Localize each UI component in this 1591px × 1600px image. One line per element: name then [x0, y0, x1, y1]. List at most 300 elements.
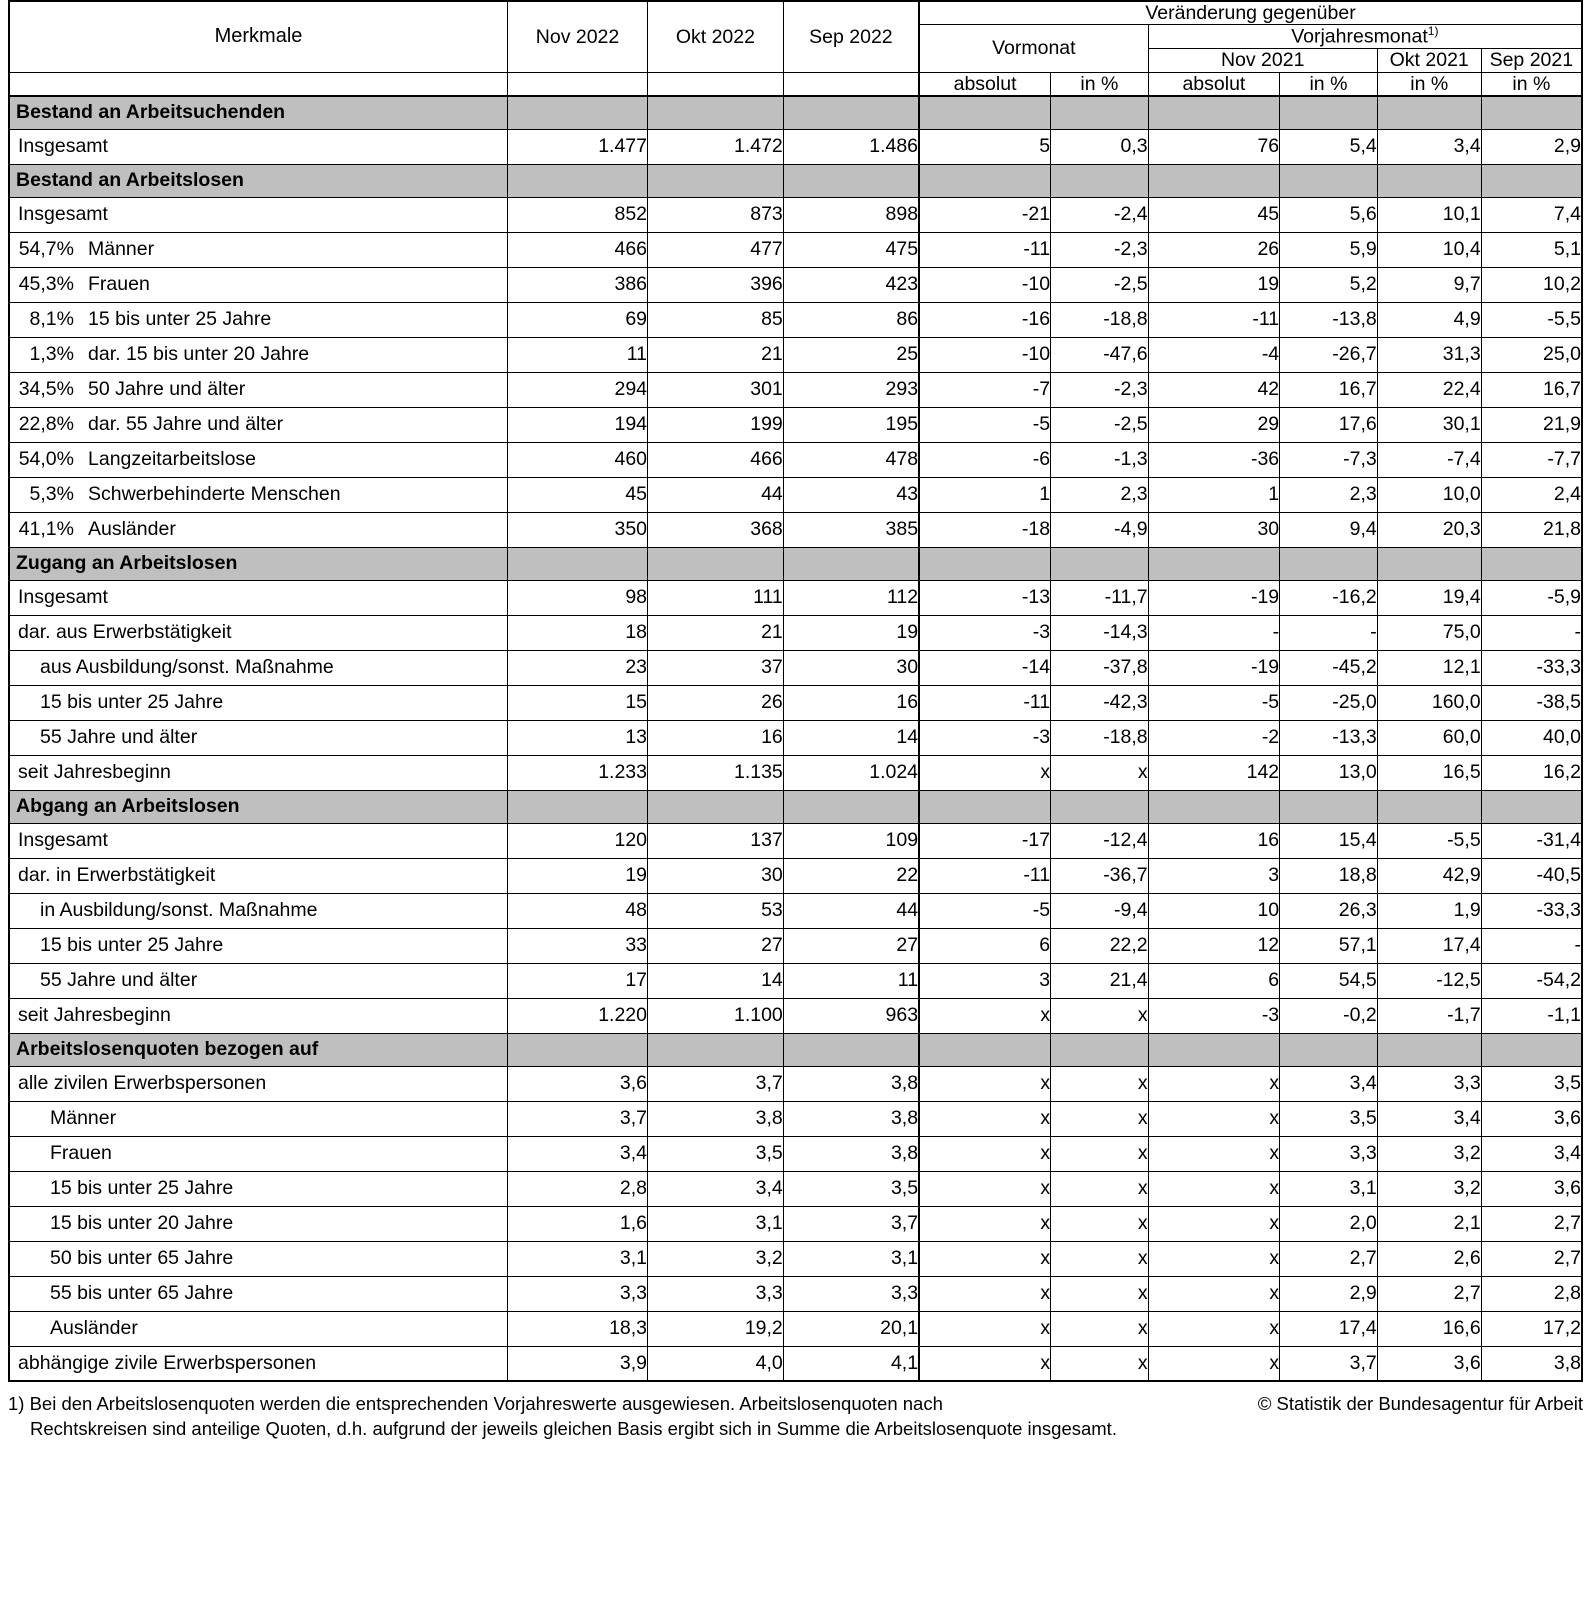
table-cell-value: 44 [783, 893, 919, 928]
table-cell-value: 16 [783, 685, 919, 720]
table-cell-value: 27 [783, 928, 919, 963]
table-cell-value: 2,0 [1280, 1206, 1378, 1241]
table-cell-value: 30 [783, 650, 919, 685]
table-cell-value: 45 [508, 477, 648, 512]
footnote-line-2: Rechtskreisen sind anteilige Quoten, d.h. aufgrund der jeweils gleichen Basis ergibt sich in Summe die Arbeitslosenquote insgesamt. [30, 1418, 1117, 1440]
table-cell-value: 5,1 [1481, 232, 1582, 267]
table-cell-value: -5 [919, 407, 1051, 442]
table-cell-value: 48 [508, 893, 648, 928]
table-cell-value: - [1481, 615, 1582, 650]
header-prev-year-col-1: Nov 2021 [1148, 49, 1377, 72]
table-cell-value: x [919, 1171, 1051, 1206]
table-cell-value: 5,2 [1280, 267, 1378, 302]
table-cell-value: 43 [783, 477, 919, 512]
section-blank-9 [1481, 1033, 1582, 1066]
table-cell-value: 466 [508, 232, 648, 267]
table-row [9, 129, 1582, 164]
header-unit-spacer [9, 72, 508, 96]
table-cell-value: 3,7 [1280, 1346, 1378, 1381]
table-cell-value: 477 [648, 232, 784, 267]
section-blank-3 [783, 1033, 919, 1066]
table-cell-value: x [1051, 998, 1149, 1033]
table-cell-value: 10 [1148, 893, 1280, 928]
footnote-line-1: 1) Bei den Arbeitslosenquoten werden die entsprechenden Vorjahreswerte ausgewiesen. Arbeitslosenquoten nach [8, 1393, 943, 1415]
table-cell-value: -31,4 [1481, 823, 1582, 858]
table-cell-value: -11 [919, 858, 1051, 893]
table-cell-value: 3 [919, 963, 1051, 998]
table-row [9, 928, 1582, 963]
table-cell-value: 18 [508, 615, 648, 650]
table-cell-value: x [919, 998, 1051, 1033]
table-cell-value: 160,0 [1377, 685, 1481, 720]
table-cell-value: 45 [1148, 197, 1280, 232]
table-cell-value: -18,8 [1051, 720, 1149, 755]
table-cell-value: 294 [508, 372, 648, 407]
table-cell-value: 3,3 [783, 1276, 919, 1311]
row-label-text: 55 bis unter 65 Jahre [50, 1282, 234, 1305]
table-cell-value: -11 [919, 232, 1051, 267]
table-cell-value: 852 [508, 197, 648, 232]
table-cell-value: -33,3 [1481, 893, 1582, 928]
table-cell-value: 3,2 [1377, 1171, 1481, 1206]
table-cell-value: -14,3 [1051, 615, 1149, 650]
table-cell-value: 25,0 [1481, 337, 1582, 372]
row-label-text: Langzeitarbeitslose [88, 448, 257, 471]
table-cell-value: 19,2 [648, 1311, 784, 1346]
table-row [9, 1311, 1582, 1346]
table-cell-value: -10 [919, 267, 1051, 302]
table-cell-value: 22,2 [1051, 928, 1149, 963]
table-cell-value: 25 [783, 337, 919, 372]
section-blank-4 [919, 1033, 1051, 1066]
section-blank-8 [1377, 1033, 1481, 1066]
row-label-text: abhängige zivile Erwerbspersonen [18, 1351, 317, 1374]
table-cell-value: -19 [1148, 580, 1280, 615]
table-cell-value: 3,7 [648, 1066, 784, 1101]
table-row-label [9, 650, 508, 685]
table-cell-value: 16,2 [1481, 755, 1582, 790]
table-cell-value: 5,4 [1280, 129, 1378, 164]
table-cell-value: 3,1 [508, 1241, 648, 1276]
table-cell-value: 6 [919, 928, 1051, 963]
table-cell-value: -6 [919, 442, 1051, 477]
table-cell-value: 17,6 [1280, 407, 1378, 442]
table-row [9, 267, 1582, 302]
table-cell-value: 9,7 [1377, 267, 1481, 302]
table-cell-value: 37 [648, 650, 784, 685]
table-row-label [9, 998, 508, 1033]
header-unit-absolut-1: absolut [919, 72, 1051, 96]
header-unit-percent-1: in % [1051, 72, 1149, 96]
table-row-label [9, 1276, 508, 1311]
table-cell-value: 16 [648, 720, 784, 755]
row-label-text: Frauen [50, 1142, 112, 1165]
table-row [9, 302, 1582, 337]
table-row [9, 1136, 1582, 1171]
table-cell-value: 21,9 [1481, 407, 1582, 442]
section-blank-1 [508, 96, 648, 129]
table-cell-value: 3,6 [1481, 1101, 1582, 1136]
table-cell-value: 2,8 [1481, 1276, 1582, 1311]
table-cell-value: 3,1 [1280, 1171, 1378, 1206]
section-title: Bestand an Arbeitslosen [9, 164, 508, 197]
table-cell-value: -16,2 [1280, 580, 1378, 615]
table-row [9, 615, 1582, 650]
row-share-percent: 34,5% [18, 378, 74, 401]
row-label-text: Frauen [88, 273, 150, 296]
table-cell-value: 19 [1148, 267, 1280, 302]
table-cell-value: 10,0 [1377, 477, 1481, 512]
table-cell-value: x [1051, 755, 1149, 790]
table-cell-value: 2,7 [1280, 1241, 1378, 1276]
section-header-row [9, 547, 1582, 580]
table-row [9, 232, 1582, 267]
section-blank-8 [1377, 547, 1481, 580]
table-cell-value: - [1481, 928, 1582, 963]
table-cell-value: -5,9 [1481, 580, 1582, 615]
table-cell-value: -2,5 [1051, 267, 1149, 302]
table-cell-value: 17 [508, 963, 648, 998]
table-cell-value: 466 [648, 442, 784, 477]
table-row [9, 1276, 1582, 1311]
section-blank-1 [508, 164, 648, 197]
table-cell-value: 3,8 [1481, 1346, 1582, 1381]
table-cell-value: -40,5 [1481, 858, 1582, 893]
table-cell-value: 368 [648, 512, 784, 547]
section-blank-2 [648, 164, 784, 197]
table-cell-value: 98 [508, 580, 648, 615]
table-cell-value: -37,8 [1051, 650, 1149, 685]
row-share-percent: 5,3% [29, 483, 74, 506]
section-blank-2 [648, 790, 784, 823]
table-cell-value: 3,7 [783, 1206, 919, 1241]
table-cell-value: 40,0 [1481, 720, 1582, 755]
header-month-1: Nov 2022 [508, 1, 648, 72]
section-blank-7 [1280, 790, 1378, 823]
table-row-label [9, 858, 508, 893]
table-cell-value: 9,4 [1280, 512, 1378, 547]
table-cell-value: 3,1 [783, 1241, 919, 1276]
table-cell-value: 1.220 [508, 998, 648, 1033]
section-blank-6 [1148, 164, 1280, 197]
table-row-label [9, 893, 508, 928]
table-cell-value: 22 [783, 858, 919, 893]
row-label-text: 15 bis unter 25 Jahre [88, 308, 272, 331]
table-cell-value: 17,2 [1481, 1311, 1582, 1346]
section-blank-2 [648, 96, 784, 129]
table-cell-value: 16 [1148, 823, 1280, 858]
table-row-label [9, 685, 508, 720]
table-cell-value: -3 [919, 720, 1051, 755]
table-footer [8, 1392, 1583, 1442]
table-cell-value: 111 [648, 580, 784, 615]
table-cell-value: x [919, 1241, 1051, 1276]
table-row [9, 1346, 1582, 1381]
table-cell-value: x [919, 1101, 1051, 1136]
table-row-label [9, 442, 508, 477]
table-row-label [9, 302, 508, 337]
table-cell-value: x [1051, 1171, 1149, 1206]
table-cell-value: 199 [648, 407, 784, 442]
table-cell-value: 2,9 [1280, 1276, 1378, 1311]
table-cell-value: 2,8 [508, 1171, 648, 1206]
table-row-label [9, 1311, 508, 1346]
section-blank-8 [1377, 164, 1481, 197]
row-label-text: dar. 55 Jahre und älter [88, 413, 284, 436]
row-share-percent: 41,1% [18, 518, 74, 541]
table-cell-value: 75,0 [1377, 615, 1481, 650]
table-cell-value: -10 [919, 337, 1051, 372]
table-cell-value: -25,0 [1280, 685, 1378, 720]
table-cell-value: 20,1 [783, 1311, 919, 1346]
table-cell-value: 11 [783, 963, 919, 998]
table-cell-value: 17,4 [1377, 928, 1481, 963]
table-cell-value: 44 [648, 477, 784, 512]
table-cell-value: -4 [1148, 337, 1280, 372]
row-label-text: seit Jahresbeginn [18, 761, 171, 784]
table-row-label [9, 963, 508, 998]
table-cell-value: -1,1 [1481, 998, 1582, 1033]
table-cell-value: -5,5 [1377, 823, 1481, 858]
table-cell-value: 142 [1148, 755, 1280, 790]
table-cell-value: 42,9 [1377, 858, 1481, 893]
table-cell-value: 11 [508, 337, 648, 372]
table-row [9, 197, 1582, 232]
table-row [9, 963, 1582, 998]
table-cell-value: -3 [919, 615, 1051, 650]
row-label-text: 55 Jahre und älter [40, 969, 198, 992]
table-cell-value: 3,1 [648, 1206, 784, 1241]
table-cell-value: 460 [508, 442, 648, 477]
table-cell-value: -11 [919, 685, 1051, 720]
table-cell-value: 30 [648, 858, 784, 893]
table-cell-value: x [1051, 1276, 1149, 1311]
table-cell-value: 3,2 [648, 1241, 784, 1276]
table-cell-value: 293 [783, 372, 919, 407]
table-cell-value: 4,1 [783, 1346, 919, 1381]
section-blank-9 [1481, 790, 1582, 823]
table-cell-value: 13 [508, 720, 648, 755]
header-unit-percent-2: in % [1280, 72, 1378, 96]
section-blank-2 [648, 1033, 784, 1066]
table-cell-value: -11 [1148, 302, 1280, 337]
table-cell-value: -12,4 [1051, 823, 1149, 858]
table-cell-value: 3,4 [1377, 129, 1481, 164]
row-label-text: aus Ausbildung/sonst. Maßnahme [40, 656, 334, 679]
table-cell-value: 16,5 [1377, 755, 1481, 790]
table-cell-value: x [1148, 1311, 1280, 1346]
footnote [8, 1392, 1117, 1442]
table-cell-value: - [1280, 615, 1378, 650]
table-cell-value: 3,5 [648, 1136, 784, 1171]
table-cell-value: 301 [648, 372, 784, 407]
table-cell-value: 109 [783, 823, 919, 858]
row-label-text: Ausländer [50, 1317, 138, 1340]
table-cell-value: -13 [919, 580, 1051, 615]
table-cell-value: 10,2 [1481, 267, 1582, 302]
table-cell-value: 1 [919, 477, 1051, 512]
section-blank-7 [1280, 547, 1378, 580]
table-row [9, 823, 1582, 858]
section-blank-5 [1051, 96, 1149, 129]
table-cell-value: -2,4 [1051, 197, 1149, 232]
row-label-text: dar. in Erwerbstätigkeit [18, 864, 216, 887]
table-cell-value: 3,8 [783, 1136, 919, 1171]
table-cell-value: 5 [919, 129, 1051, 164]
section-title: Zugang an Arbeitslosen [9, 547, 508, 580]
table-cell-value: 86 [783, 302, 919, 337]
table-cell-value: 1 [1148, 477, 1280, 512]
table-row-label [9, 580, 508, 615]
table-cell-value: 2,9 [1481, 129, 1582, 164]
table-cell-value: 3,5 [783, 1171, 919, 1206]
table-cell-value: -2 [1148, 720, 1280, 755]
table-cell-value: 3,8 [648, 1101, 784, 1136]
table-cell-value: -13,8 [1280, 302, 1378, 337]
table-cell-value: -21 [919, 197, 1051, 232]
table-cell-value: 27 [648, 928, 784, 963]
table-cell-value: 194 [508, 407, 648, 442]
section-blank-4 [919, 164, 1051, 197]
table-cell-value: x [1148, 1171, 1280, 1206]
table-cell-value: x [1051, 1066, 1149, 1101]
table-cell-value: 12 [1148, 928, 1280, 963]
table-cell-value: x [919, 1206, 1051, 1241]
table-cell-value: 3,4 [508, 1136, 648, 1171]
table-row [9, 512, 1582, 547]
table-cell-value: 21 [648, 615, 784, 650]
table-cell-value: 898 [783, 197, 919, 232]
table-row-label [9, 755, 508, 790]
copyright-notice: © Statistik der Bundesagentur für Arbeit [1257, 1393, 1583, 1415]
table-cell-value: 42 [1148, 372, 1280, 407]
table-cell-value: 2,7 [1481, 1241, 1582, 1276]
section-blank-3 [783, 164, 919, 197]
table-cell-value: x [1051, 1136, 1149, 1171]
table-cell-value: 60,0 [1377, 720, 1481, 755]
table-cell-value: x [919, 1346, 1051, 1381]
table-cell-value: -26,7 [1280, 337, 1378, 372]
table-cell-value: x [1051, 1311, 1149, 1346]
table-cell-value: 1,9 [1377, 893, 1481, 928]
header-previous-year-month-label: Vorjahresmonat [1291, 25, 1428, 48]
table-cell-value: -14 [919, 650, 1051, 685]
table-cell-value: 26 [648, 685, 784, 720]
table-cell-value: -19 [1148, 650, 1280, 685]
table-row [9, 720, 1582, 755]
table-cell-value: x [1148, 1101, 1280, 1136]
table-cell-value: 3,3 [508, 1276, 648, 1311]
section-header-row [9, 164, 1582, 197]
table-cell-value: x [1051, 1101, 1149, 1136]
table-cell-value: 3,6 [1377, 1346, 1481, 1381]
row-label-text: Insgesamt [18, 829, 108, 852]
table-cell-value: 137 [648, 823, 784, 858]
section-blank-5 [1051, 1033, 1149, 1066]
row-label-text: Insgesamt [18, 586, 108, 609]
row-label-text: seit Jahresbeginn [18, 1004, 171, 1027]
header-change-title: Veränderung gegenüber [919, 1, 1582, 25]
table-cell-value: 5,9 [1280, 232, 1378, 267]
row-label-text: Schwerbehinderte Menschen [88, 483, 341, 506]
table-cell-value: x [1148, 1346, 1280, 1381]
table-cell-value: 53 [648, 893, 784, 928]
table-cell-value: 385 [783, 512, 919, 547]
row-label-text: Ausländer [88, 518, 176, 541]
header-previous-year-month [1148, 25, 1582, 49]
table-row [9, 858, 1582, 893]
footnote-marker: 1) [1427, 24, 1439, 39]
table-cell-value: 19 [783, 615, 919, 650]
section-blank-8 [1377, 96, 1481, 129]
table-row [9, 893, 1582, 928]
table-cell-value: x [1148, 1206, 1280, 1241]
row-label-text: dar. 15 bis unter 20 Jahre [88, 343, 310, 366]
table-cell-value: 30 [1148, 512, 1280, 547]
table-cell-value: 17,4 [1280, 1311, 1378, 1346]
table-cell-value: -5 [919, 893, 1051, 928]
table-row-label [9, 1241, 508, 1276]
section-blank-6 [1148, 547, 1280, 580]
row-label-text: 50 Jahre und älter [88, 378, 246, 401]
table-cell-value: -42,3 [1051, 685, 1149, 720]
table-cell-value: 15 [508, 685, 648, 720]
table-cell-value: 478 [783, 442, 919, 477]
table-cell-value: 3,4 [1280, 1066, 1378, 1101]
table-cell-value: 1.135 [648, 755, 784, 790]
section-blank-8 [1377, 790, 1481, 823]
row-label-text: 15 bis unter 20 Jahre [50, 1212, 234, 1235]
table-cell-value: 3,9 [508, 1346, 648, 1381]
table-cell-value: 350 [508, 512, 648, 547]
table-header [9, 1, 1582, 96]
table-cell-value: 18,3 [508, 1311, 648, 1346]
table-cell-value: -17 [919, 823, 1051, 858]
table-cell-value: -36,7 [1051, 858, 1149, 893]
table-cell-value: 475 [783, 232, 919, 267]
row-share-percent: 54,0% [18, 448, 74, 471]
table-cell-value: 963 [783, 998, 919, 1033]
table-cell-value: -1,7 [1377, 998, 1481, 1033]
table-row-label [9, 129, 508, 164]
row-label-text: 15 bis unter 25 Jahre [40, 934, 224, 957]
table-row-label [9, 928, 508, 963]
section-blank-7 [1280, 96, 1378, 129]
table-cell-value: 2,1 [1377, 1206, 1481, 1241]
table-cell-value: 1,6 [508, 1206, 648, 1241]
table-cell-value: -5,5 [1481, 302, 1582, 337]
table-cell-value: 1.233 [508, 755, 648, 790]
table-cell-value: 3,5 [1481, 1066, 1582, 1101]
header-merkmale: Merkmale [9, 1, 508, 72]
table-cell-value: 1.024 [783, 755, 919, 790]
row-label-text: 50 bis unter 65 Jahre [50, 1247, 234, 1270]
header-previous-month: Vormonat [919, 25, 1148, 72]
table-cell-value: 3,7 [508, 1101, 648, 1136]
row-share-percent: 1,3% [29, 343, 74, 366]
table-cell-value: 76 [1148, 129, 1280, 164]
table-cell-value: -18,8 [1051, 302, 1149, 337]
table-row-label [9, 407, 508, 442]
table-cell-value: 423 [783, 267, 919, 302]
section-blank-3 [783, 790, 919, 823]
section-blank-6 [1148, 790, 1280, 823]
table-cell-value: 3,6 [508, 1066, 648, 1101]
table-row-label [9, 267, 508, 302]
table-cell-value: x [919, 1276, 1051, 1311]
section-blank-9 [1481, 164, 1582, 197]
table-cell-value: 29 [1148, 407, 1280, 442]
